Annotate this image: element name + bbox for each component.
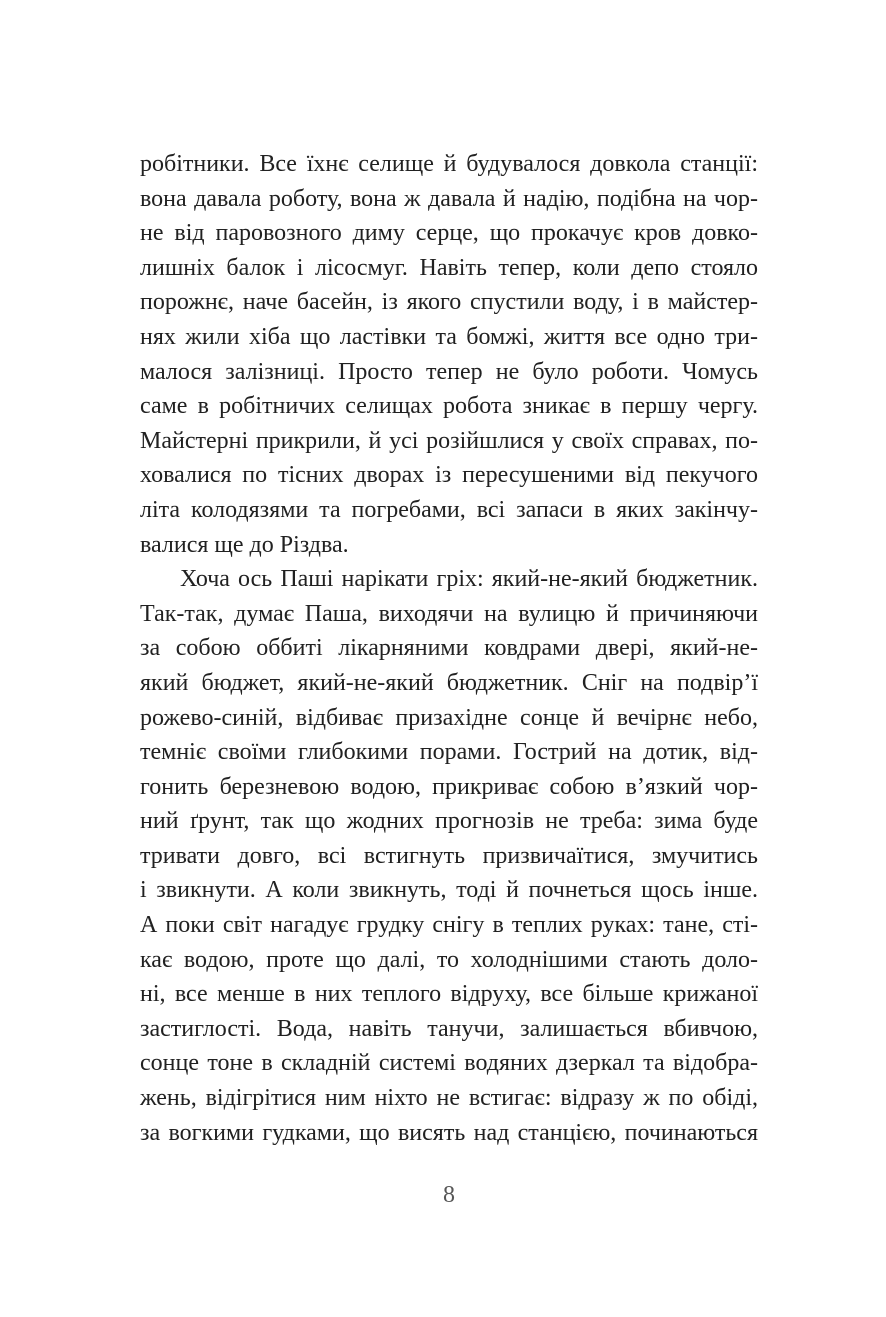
text-line: лишніх балок і лісосмуг. Навіть тепер, коли депо стояло (140, 254, 758, 281)
text-line: і звикнути. А коли звикнуть, тоді й почнеться щось інше. (140, 877, 758, 904)
paragraph (140, 562, 758, 1150)
text-line: саме в робітничих селищах робота зникає в першу чергу. (140, 393, 758, 420)
text-line: застиглості. Вода, навіть танучи, залишається вбивчою, (140, 1015, 758, 1042)
text-line: жень, відігрітися ним ніхто не встигає: відразу ж по обіді, (140, 1085, 758, 1112)
paragraph (140, 147, 758, 562)
text-line: за вогкими гудками, що висять над станцією, починаються (140, 1119, 758, 1146)
text-line: рожево-синій, відбиває призахідне сонце й вечірнє небо, (140, 704, 758, 731)
text-line: за собою оббиті лікарняними ковдрами двері, який-не- (140, 635, 758, 662)
text-line: малося залізниці. Просто тепер не було роботи. Чомусь (140, 358, 758, 385)
text-line: нях жили хіба що ластівки та бомжі, життя все одно три- (140, 323, 758, 350)
body-text (140, 147, 758, 1150)
text-line: тривати довго, всі встигнуть призвичаїтися, змучитись (140, 842, 758, 869)
text-line: який бюджет, який-не-який бюджетник. Сніг на подвір’ї (140, 669, 758, 696)
text-line: ні, все менше в них теплого відруху, все більше крижаної (140, 981, 758, 1008)
text-line: кає водою, проте що далі, то холоднішими стають доло- (140, 946, 758, 973)
text-line: робітники. Все їхнє селище й будувалося довкола станції: (140, 151, 758, 177)
text-line: ний ґрунт, так що жодних прогнозів не треба: зима буде (140, 808, 758, 835)
text-line: ховалися по тісних дворах із пересушеними від пекучого (140, 462, 758, 489)
text-line: сонце тоне в складній системі водяних дзеркал та відобра- (140, 1050, 758, 1077)
text-line: Майстерні прикрили, й усі розійшлися у своїх справах, по- (140, 427, 758, 454)
text-line: порожнє, наче басейн, із якого спустили воду, і в майстер- (140, 289, 758, 316)
text-line: вона давала роботу, вона ж давала й надію, подібна на чор- (140, 185, 758, 212)
text-line: Хоча ось Паші нарікати гріх: який-не-який бюджетник. (180, 566, 758, 593)
text-line: А поки світ нагадує грудку снігу в теплих руках: тане, сті- (140, 912, 758, 939)
text-line: Так-так, думає Паша, виходячи на вулицю й причиняючи (140, 600, 758, 627)
text-line: валися ще до Різдва. (140, 531, 349, 558)
text-line: темніє своїми глибокими порами. Гострий на дотик, від- (140, 739, 758, 766)
text-line: гонить березневою водою, прикриває собою в’язкий чор- (140, 773, 758, 800)
text-line: не від паровозного диму серце, що прокачує кров довко- (140, 220, 758, 247)
page-number: 8 (443, 1182, 455, 1208)
text-line: літа колодязями та погребами, всі запаси в яких закінчу- (140, 496, 758, 523)
